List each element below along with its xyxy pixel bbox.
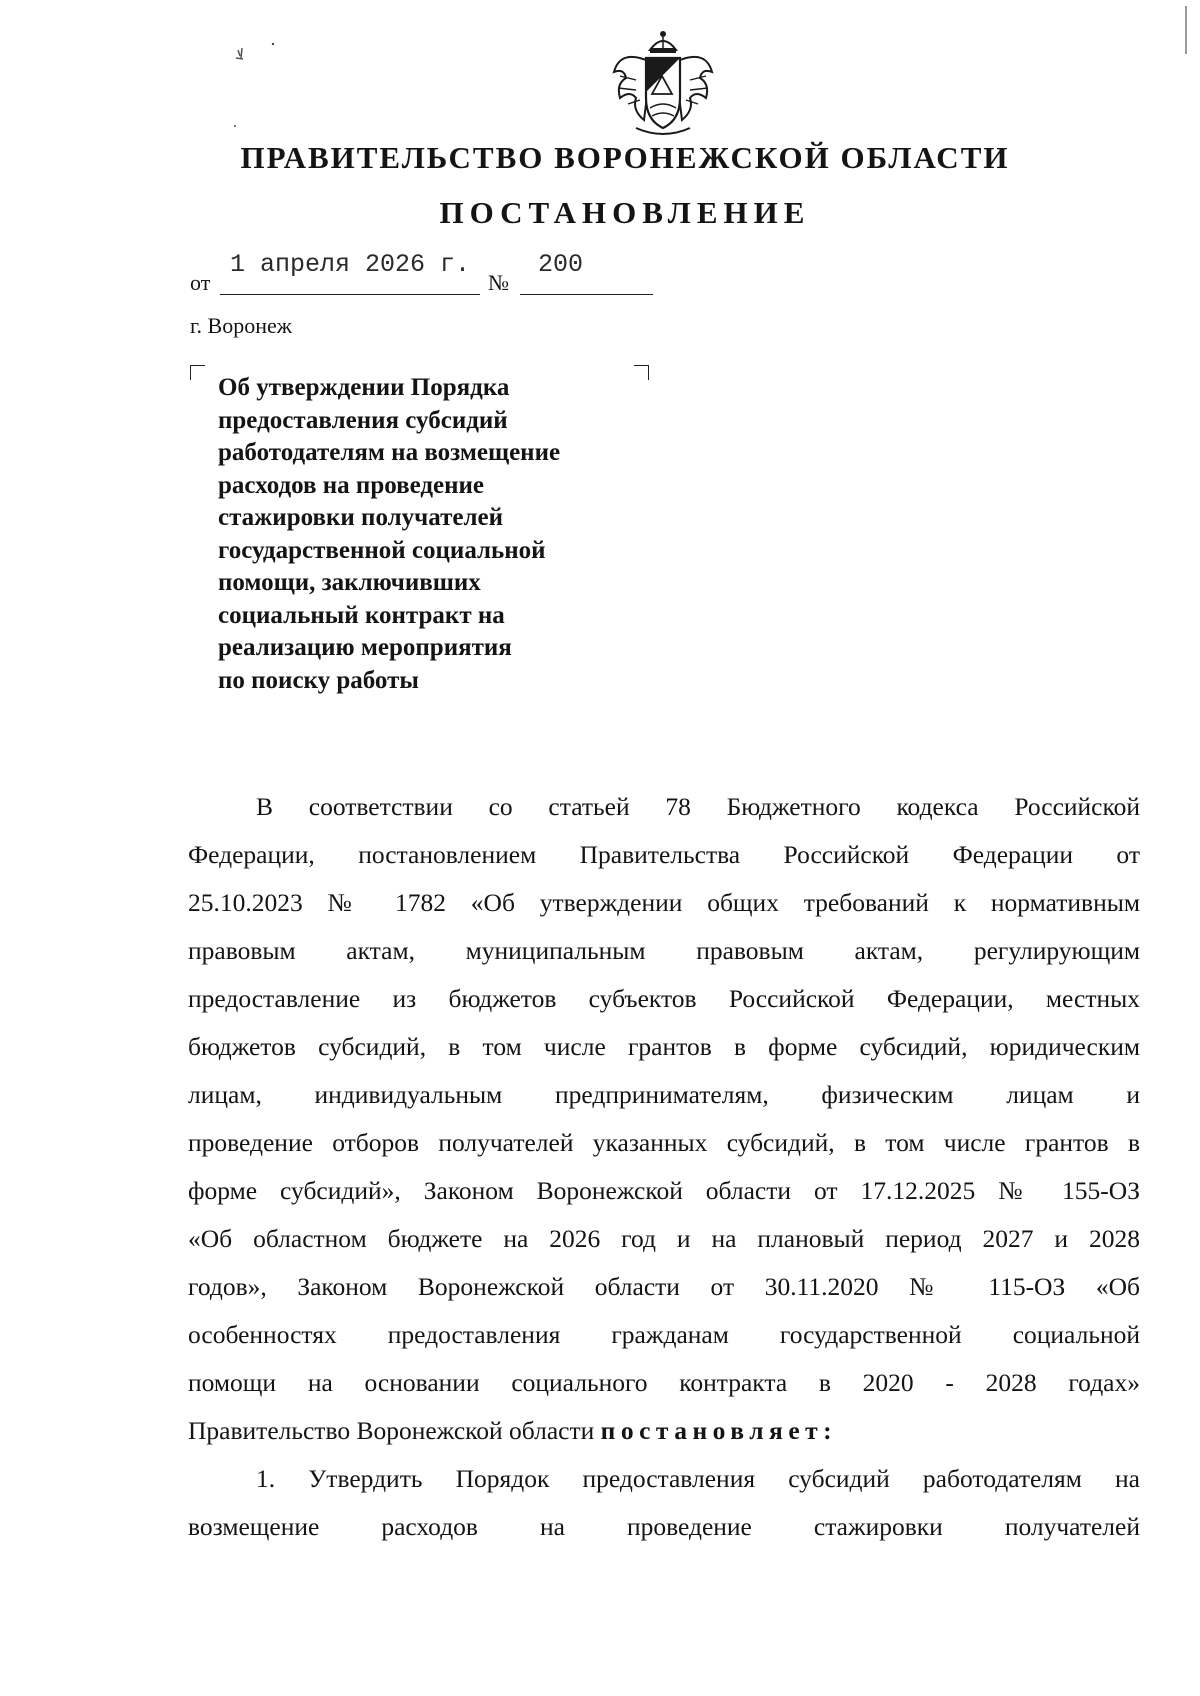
document-type-title: ПОСТАНОВЛЕНИЕ — [439, 195, 811, 230]
subject-line: помощи, заключивших — [218, 569, 481, 596]
date-underline — [220, 294, 480, 295]
coat-of-arms-icon — [606, 28, 720, 140]
body-line: В соответствии со статьей 78 Бюджетного кодекса Российской — [256, 792, 1140, 821]
resolve-intro: Правительство Воронежской области — [188, 1416, 601, 1445]
body-line: особенностях предоставления гражданам государственной социальной — [188, 1320, 1140, 1349]
body-line: проведение отборов получателей указанных субсидий, в том числе грантов в — [188, 1128, 1140, 1157]
body-line: Федерации, постановлением Правительства Российской Федерации от — [188, 840, 1140, 869]
resolve-line — [188, 1407, 1140, 1455]
body-line: лицам, индивидуальным предпринимателям, физическим лицам и — [188, 1080, 1140, 1109]
body-line: форме субсидий», Законом Воронежской области от 17.12.2025 № 155-ОЗ — [188, 1176, 1140, 1205]
subject-line: Об утверждении Порядка — [218, 374, 510, 401]
body-line: бюджетов субсидий, в том числе грантов в форме субсидий, юридическим — [188, 1032, 1140, 1061]
number-underline — [520, 294, 653, 295]
subject-line: государственной социальной — [218, 536, 546, 564]
subject-corner-left — [190, 365, 205, 380]
body-line: «Об областном бюджете на 2026 год и на плановый период 2027 и 2028 — [188, 1224, 1140, 1253]
body-line: помощи на основании социального контракта в 2020 - 2028 годах» — [188, 1368, 1140, 1397]
subject-line: расходов на проведение — [218, 471, 485, 499]
body-line: предоставление из бюджетов субъектов Российской Федерации, местных — [188, 984, 1140, 1013]
subject-line: социальный контракт на — [218, 601, 505, 629]
subject-line: стажировки получателей — [218, 504, 504, 531]
subject-line: работодателям на возмещение — [218, 439, 561, 466]
number-value: 200 — [538, 250, 584, 279]
document-subject — [218, 372, 658, 697]
city-label: г. Воронеж — [190, 313, 292, 338]
subject-line: реализацию мероприятия — [218, 634, 512, 661]
body-line: годов», Законом Воронежской области от 30.11.2020 № 115-ОЗ «Об — [188, 1272, 1140, 1301]
scan-specks — [230, 40, 300, 130]
body-line: правовым актам, муниципальным правовым актам, регулирующим — [188, 936, 1140, 965]
resolve-word: постановляет: — [600, 1416, 838, 1445]
date-number-row — [190, 250, 710, 300]
document-body — [188, 783, 1140, 1551]
subject-line: по поиску работы — [218, 666, 419, 694]
body-line: 25.10.2023 № 1782 «Об утверждении общих требований к нормативным — [188, 888, 1140, 917]
item-line: 1. Утвердить Порядок предоставления субсидий работодателям на — [256, 1464, 1140, 1493]
item-line: возмещение расходов на проведение стажировки получателей — [188, 1512, 1140, 1541]
date-value: 1 апреля 2026 г. — [230, 250, 471, 279]
number-prefix: № — [488, 270, 509, 295]
date-prefix: от — [190, 270, 211, 295]
subject-line: предоставления субсидий — [218, 406, 508, 434]
organization-title: ПРАВИТЕЛЬСТВО ВОРОНЕЖСКОЙ ОБЛАСТИ — [240, 140, 1010, 175]
scan-edge-line — [1185, 6, 1187, 54]
